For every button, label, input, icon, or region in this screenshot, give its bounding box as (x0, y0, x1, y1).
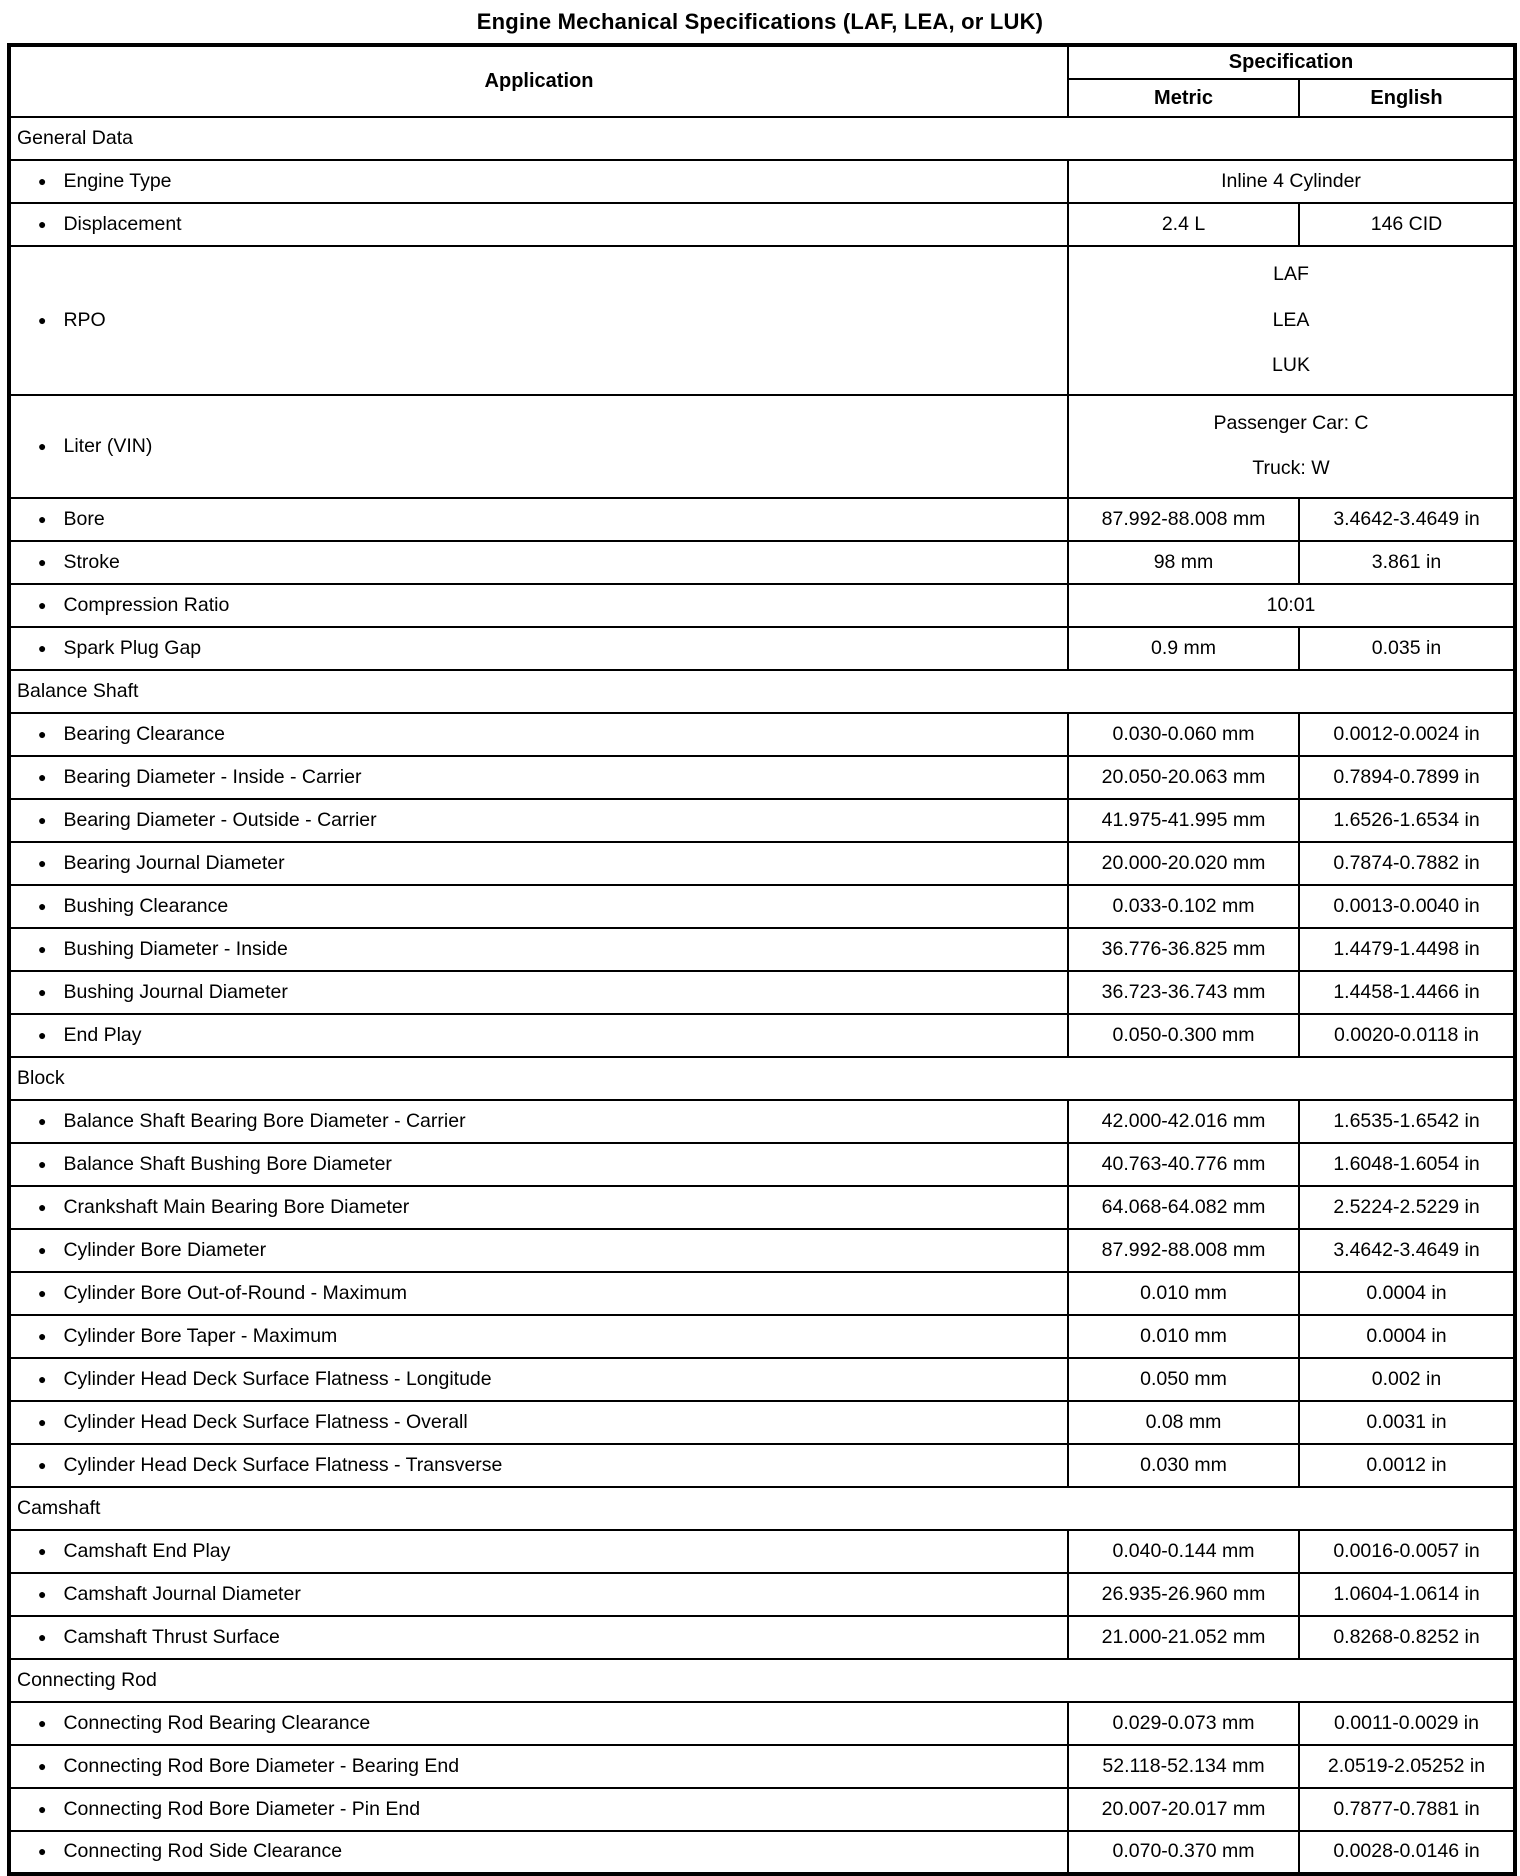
specification-line: LEA (1272, 308, 1310, 331)
application-cell (9, 1229, 1068, 1272)
english-cell: 1.6535-1.6542 in (1299, 1100, 1515, 1143)
bullet-icon: ● (38, 1284, 47, 1301)
metric-cell: 20.000-20.020 mm (1068, 842, 1299, 885)
application-cell (9, 1788, 1068, 1831)
application-label: Connecting Rod Side Clearance (63, 1840, 343, 1862)
bullet-icon: ● (38, 1800, 47, 1817)
column-header-application: Application (9, 45, 1068, 117)
spec-row (9, 1358, 1515, 1401)
metric-cell: 87.992-88.008 mm (1068, 498, 1299, 541)
section-header: General Data (9, 117, 1515, 160)
spec-row (9, 1229, 1515, 1272)
application-cell (9, 1100, 1068, 1143)
spec-row (9, 203, 1515, 246)
application-label: Cylinder Head Deck Surface Flatness - Transverse (63, 1453, 503, 1476)
column-header-metric: Metric (1068, 79, 1299, 117)
english-cell: 0.0013-0.0040 in (1299, 885, 1515, 928)
application-label: Engine Type (63, 170, 172, 192)
metric-cell: 2.4 L (1068, 203, 1299, 246)
application-cell (9, 584, 1068, 627)
spec-row (9, 1444, 1515, 1487)
english-cell: 0.0012-0.0024 in (1299, 713, 1515, 756)
metric-cell: 20.007-20.017 mm (1068, 1788, 1299, 1831)
bullet-icon: ● (38, 1370, 47, 1387)
application-label: Camshaft Thrust Surface (63, 1625, 280, 1648)
application-cell (9, 1530, 1068, 1573)
application-cell (9, 1315, 1068, 1358)
bullet-icon: ● (38, 1714, 47, 1731)
bullet-icon: ● (38, 553, 47, 570)
specification-span-cell: 10:01 (1068, 584, 1515, 627)
application-cell (9, 1358, 1068, 1401)
application-label: Cylinder Bore Out-of-Round - Maximum (63, 1281, 407, 1304)
application-label: Liter (VIN) (63, 434, 153, 457)
metric-cell: 0.030-0.060 mm (1068, 713, 1299, 756)
application-label: Balance Shaft Bushing Bore Diameter (63, 1152, 392, 1175)
bullet-icon: ● (38, 1628, 47, 1645)
specification-line: Truck: W (1252, 457, 1330, 479)
bullet-icon: ● (38, 1198, 47, 1215)
bullet-icon: ● (38, 1112, 47, 1129)
application-label: Compression Ratio (63, 593, 230, 616)
section-header: Camshaft (9, 1487, 1515, 1530)
section-row (9, 117, 1515, 160)
spec-row (9, 1573, 1515, 1616)
bullet-icon: ● (38, 1542, 47, 1559)
spec-row (9, 246, 1515, 395)
specification-line: LUK (1272, 354, 1310, 376)
application-label: Cylinder Bore Diameter (63, 1238, 267, 1261)
bullet-icon: ● (38, 725, 47, 742)
english-cell: 1.4458-1.4466 in (1299, 971, 1515, 1014)
specification-span-cell (1068, 246, 1515, 395)
application-label: Bushing Diameter - Inside (63, 937, 288, 960)
application-label: Connecting Rod Bore Diameter - Pin End (63, 1797, 421, 1820)
english-cell: 0.0020-0.0118 in (1299, 1014, 1515, 1057)
application-cell (9, 395, 1068, 498)
english-cell: 0.0004 in (1299, 1315, 1515, 1358)
english-cell: 0.8268-0.8252 in (1299, 1616, 1515, 1659)
application-label: Stroke (63, 550, 120, 573)
bullet-icon: ● (38, 1413, 47, 1430)
page-title: Engine Mechanical Specifications (LAF, LEA, or LUK) (476, 9, 1044, 34)
spec-row (9, 1530, 1515, 1573)
application-cell (9, 1745, 1068, 1788)
application-cell (9, 627, 1068, 670)
metric-cell: 36.723-36.743 mm (1068, 971, 1299, 1014)
application-cell (9, 713, 1068, 756)
bullet-icon: ● (38, 1585, 47, 1602)
metric-cell: 0.070-0.370 mm (1068, 1831, 1299, 1874)
spec-row (9, 1186, 1515, 1229)
application-cell (9, 160, 1068, 203)
application-cell (9, 1186, 1068, 1229)
english-cell: 0.0012 in (1299, 1444, 1515, 1487)
section-header: Connecting Rod (9, 1659, 1515, 1702)
specification-line: Passenger Car: C (1213, 411, 1369, 434)
section-row (9, 670, 1515, 713)
spec-row (9, 928, 1515, 971)
spec-table-body (9, 117, 1515, 1874)
metric-cell: 0.010 mm (1068, 1272, 1299, 1315)
metric-cell: 0.050-0.300 mm (1068, 1014, 1299, 1057)
spec-row (9, 1616, 1515, 1659)
application-cell (9, 1831, 1068, 1874)
metric-cell: 87.992-88.008 mm (1068, 1229, 1299, 1272)
application-cell (9, 1143, 1068, 1186)
bullet-icon: ● (38, 510, 47, 527)
bullet-icon: ● (38, 1155, 47, 1172)
application-cell (9, 498, 1068, 541)
spec-row (9, 1702, 1515, 1745)
application-label: Camshaft Journal Diameter (63, 1582, 301, 1605)
spec-row (9, 1745, 1515, 1788)
application-cell (9, 971, 1068, 1014)
spec-row (9, 842, 1515, 885)
spec-row (9, 799, 1515, 842)
metric-cell: 36.776-36.825 mm (1068, 928, 1299, 971)
english-cell: 0.0028-0.0146 in (1299, 1831, 1515, 1874)
application-cell (9, 1573, 1068, 1616)
metric-cell: 98 mm (1068, 541, 1299, 584)
column-header-english: English (1299, 79, 1515, 117)
metric-cell: 40.763-40.776 mm (1068, 1143, 1299, 1186)
specification-span-cell: Inline 4 Cylinder (1068, 160, 1515, 203)
section-row (9, 1659, 1515, 1702)
application-cell (9, 1444, 1068, 1487)
english-cell: 1.6526-1.6534 in (1299, 799, 1515, 842)
application-label: Displacement (63, 213, 182, 235)
metric-cell: 0.08 mm (1068, 1401, 1299, 1444)
english-cell: 1.6048-1.6054 in (1299, 1143, 1515, 1186)
english-cell: 0.0031 in (1299, 1401, 1515, 1444)
bullet-icon: ● (38, 940, 47, 957)
english-cell: 0.7874-0.7882 in (1299, 842, 1515, 885)
spec-row (9, 1315, 1515, 1358)
application-label: Bearing Diameter - Inside - Carrier (63, 765, 362, 788)
section-row (9, 1487, 1515, 1530)
application-cell (9, 1401, 1068, 1444)
metric-cell: 0.030 mm (1068, 1444, 1299, 1487)
column-header-specification: Specification (1068, 45, 1515, 79)
english-cell: 146 CID (1299, 203, 1515, 246)
bullet-icon: ● (38, 216, 47, 232)
bullet-icon: ● (38, 173, 47, 189)
english-cell: 0.0016-0.0057 in (1299, 1530, 1515, 1573)
application-cell (9, 1616, 1068, 1659)
english-cell: 0.002 in (1299, 1358, 1515, 1401)
spec-table (7, 43, 1517, 1876)
application-cell (9, 203, 1068, 246)
bullet-icon: ● (38, 897, 47, 914)
spec-row (9, 1100, 1515, 1143)
bullet-icon: ● (38, 1026, 47, 1043)
spec-row (9, 584, 1515, 627)
metric-cell: 0.050 mm (1068, 1358, 1299, 1401)
spec-row (9, 1788, 1515, 1831)
english-cell: 0.035 in (1299, 627, 1515, 670)
english-cell: 1.0604-1.0614 in (1299, 1573, 1515, 1616)
bullet-icon: ● (38, 311, 47, 328)
metric-cell: 0.040-0.144 mm (1068, 1530, 1299, 1573)
section-row (9, 1057, 1515, 1100)
application-cell (9, 885, 1068, 928)
spec-row (9, 627, 1515, 670)
application-label: Bearing Diameter - Outside - Carrier (63, 808, 377, 831)
spec-row (9, 395, 1515, 498)
english-cell: 3.4642-3.4649 in (1299, 498, 1515, 541)
english-cell: 2.5224-2.5229 in (1299, 1186, 1515, 1229)
application-label: Cylinder Head Deck Surface Flatness - Overall (63, 1410, 468, 1433)
bullet-icon: ● (38, 1456, 47, 1473)
application-cell (9, 1272, 1068, 1315)
application-label: Bushing Clearance (63, 894, 229, 917)
spec-row (9, 498, 1515, 541)
specification-span-cell (1068, 395, 1515, 498)
spec-row (9, 1272, 1515, 1315)
application-cell (9, 541, 1068, 584)
bullet-icon: ● (38, 1327, 47, 1344)
metric-cell: 0.033-0.102 mm (1068, 885, 1299, 928)
bullet-icon: ● (38, 639, 47, 656)
metric-cell: 21.000-21.052 mm (1068, 1616, 1299, 1659)
metric-cell: 41.975-41.995 mm (1068, 799, 1299, 842)
english-cell: 0.0004 in (1299, 1272, 1515, 1315)
application-label: Bearing Journal Diameter (63, 851, 285, 874)
spec-row (9, 1014, 1515, 1057)
application-label: Cylinder Bore Taper - Maximum (63, 1324, 338, 1347)
application-cell (9, 246, 1068, 395)
application-label: RPO (63, 308, 106, 331)
application-label: Spark Plug Gap (63, 636, 202, 659)
application-cell (9, 842, 1068, 885)
bullet-icon: ● (38, 854, 47, 871)
bullet-icon: ● (38, 1843, 47, 1859)
metric-cell: 20.050-20.063 mm (1068, 756, 1299, 799)
metric-cell: 26.935-26.960 mm (1068, 1573, 1299, 1616)
bullet-icon: ● (38, 596, 47, 613)
application-label: Bearing Clearance (63, 722, 225, 745)
english-cell: 0.0011-0.0029 in (1299, 1702, 1515, 1745)
metric-cell: 52.118-52.134 mm (1068, 1745, 1299, 1788)
english-cell: 2.0519-2.05252 in (1299, 1745, 1515, 1788)
metric-cell: 42.000-42.016 mm (1068, 1100, 1299, 1143)
specification-line: LAF (1273, 263, 1309, 285)
section-header: Balance Shaft (9, 670, 1515, 713)
metric-cell: 64.068-64.082 mm (1068, 1186, 1299, 1229)
spec-row (9, 541, 1515, 584)
english-cell: 1.4479-1.4498 in (1299, 928, 1515, 971)
bullet-icon: ● (38, 1757, 47, 1774)
spec-row (9, 756, 1515, 799)
english-cell: 0.7894-0.7899 in (1299, 756, 1515, 799)
bullet-icon: ● (38, 811, 47, 828)
spec-row (9, 160, 1515, 203)
application-cell (9, 928, 1068, 971)
application-label: Connecting Rod Bore Diameter - Bearing End (63, 1754, 460, 1777)
application-label: Connecting Rod Bearing Clearance (63, 1711, 371, 1734)
spec-row (9, 1401, 1515, 1444)
application-label: Cylinder Head Deck Surface Flatness - Longitude (63, 1367, 492, 1390)
application-cell (9, 1014, 1068, 1057)
spec-row (9, 1831, 1515, 1874)
metric-cell: 0.9 mm (1068, 627, 1299, 670)
application-label: Balance Shaft Bearing Bore Diameter - Carrier (63, 1109, 466, 1132)
spec-row (9, 713, 1515, 756)
spec-row (9, 1143, 1515, 1186)
table-header (9, 45, 1515, 117)
bullet-icon: ● (38, 437, 47, 454)
bullet-icon: ● (38, 1241, 47, 1258)
spec-row (9, 885, 1515, 928)
application-label: Bushing Journal Diameter (63, 980, 288, 1003)
english-cell: 3.861 in (1299, 541, 1515, 584)
application-label: Camshaft End Play (63, 1539, 231, 1562)
bullet-icon: ● (38, 983, 47, 1000)
metric-cell: 0.010 mm (1068, 1315, 1299, 1358)
metric-cell: 0.029-0.073 mm (1068, 1702, 1299, 1745)
english-cell: 3.4642-3.4649 in (1299, 1229, 1515, 1272)
section-header: Block (9, 1057, 1515, 1100)
application-cell (9, 756, 1068, 799)
application-cell (9, 799, 1068, 842)
application-label: End Play (63, 1023, 142, 1046)
bullet-icon: ● (38, 768, 47, 785)
application-label: Bore (63, 507, 105, 530)
spec-row (9, 971, 1515, 1014)
english-cell: 0.7877-0.7881 in (1299, 1788, 1515, 1831)
application-cell (9, 1702, 1068, 1745)
application-label: Crankshaft Main Bearing Bore Diameter (63, 1195, 410, 1218)
